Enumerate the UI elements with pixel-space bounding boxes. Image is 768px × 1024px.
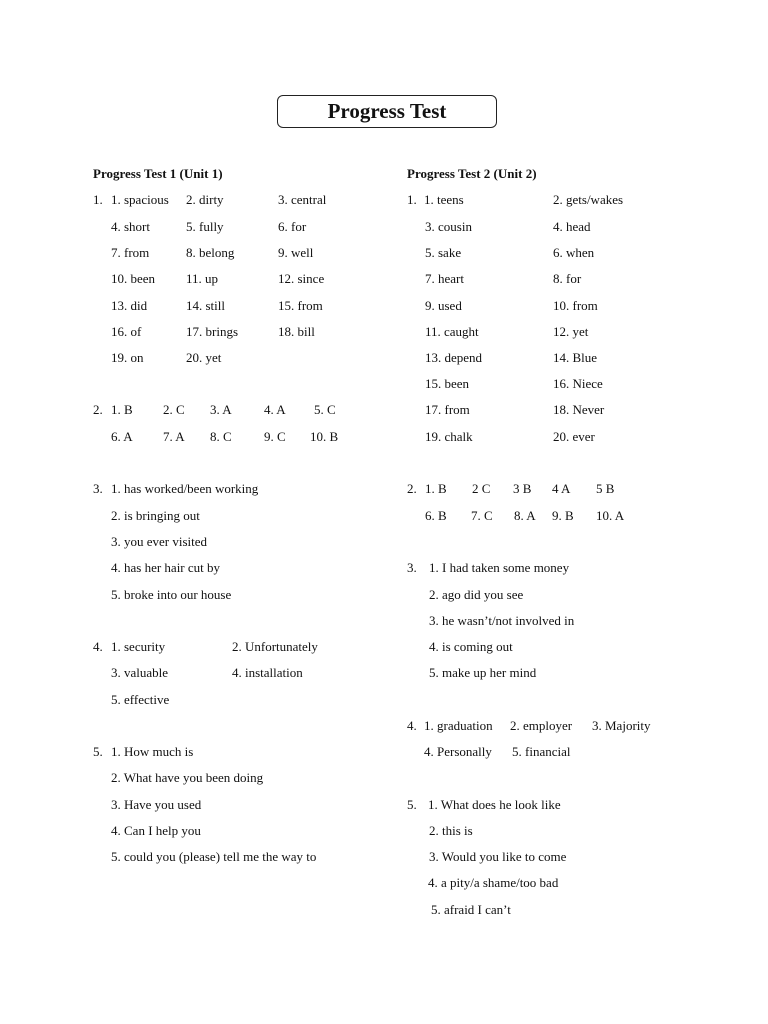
answer-item: 4. short bbox=[111, 219, 150, 234]
answer-item: 2. employer bbox=[510, 718, 573, 733]
test1-s4-number: 4. bbox=[93, 639, 103, 654]
test1-s3-number: 3. bbox=[93, 481, 103, 496]
answer-item: 15. been bbox=[425, 376, 470, 391]
answer-item: 7. from bbox=[111, 245, 150, 260]
test1-heading: Progress Test 1 (Unit 1) bbox=[93, 166, 223, 181]
answer-item: 2. What have you been doing bbox=[111, 770, 264, 785]
answer-item: 3. Have you used bbox=[111, 797, 202, 812]
answer-item: 7. A bbox=[163, 429, 185, 444]
answer-item: 1. How much is bbox=[111, 744, 194, 759]
answer-item: 8. A bbox=[514, 508, 536, 523]
answer-item: 12. yet bbox=[553, 324, 589, 339]
answer-item: 4. Personally bbox=[424, 744, 492, 759]
answer-item: 5. could you (please) tell me the way to bbox=[111, 849, 317, 864]
answer-item: 16. Niece bbox=[553, 376, 603, 391]
test2-s4-number: 4. bbox=[407, 718, 417, 733]
answer-item: 6. when bbox=[553, 245, 595, 260]
answer-item: 19. on bbox=[111, 350, 144, 365]
answer-item: 14. still bbox=[186, 298, 226, 313]
answer-item: 1. has worked/been working bbox=[111, 481, 259, 496]
answer-item: 13. did bbox=[111, 298, 148, 313]
answer-item: 4. is coming out bbox=[429, 639, 513, 654]
answer-item: 5. C bbox=[314, 402, 336, 417]
answer-item: 3. A bbox=[210, 402, 232, 417]
answer-item: 12. since bbox=[278, 271, 325, 286]
answer-item: 18. Never bbox=[553, 402, 605, 417]
answer-item: 6. B bbox=[425, 508, 447, 523]
page-title: Progress Test bbox=[327, 99, 447, 123]
test1-s5-number: 5. bbox=[93, 744, 103, 759]
answer-item: 2. gets/wakes bbox=[553, 192, 624, 207]
answer-item: 15. from bbox=[278, 298, 323, 313]
answer-item: 1. What does he look like bbox=[428, 797, 561, 812]
test2-s1-number: 1. bbox=[407, 192, 417, 207]
answer-item: 5. financial bbox=[512, 744, 571, 759]
answer-item: 10. B bbox=[310, 429, 339, 444]
title-box bbox=[277, 95, 497, 128]
answer-item: 1. spacious bbox=[111, 192, 169, 207]
answer-item: 2. dirty bbox=[186, 192, 224, 207]
answer-item: 4. a pity/a shame/too bad bbox=[428, 875, 559, 890]
answer-item: 3. Majority bbox=[592, 718, 651, 733]
answer-item: 18. bill bbox=[278, 324, 315, 339]
answer-item: 1. graduation bbox=[424, 718, 493, 733]
answer-item: 4. head bbox=[553, 219, 591, 234]
answer-item: 17. from bbox=[425, 402, 470, 417]
answer-item: 3 B bbox=[513, 481, 532, 496]
answer-item: 2. this is bbox=[429, 823, 473, 838]
answer-item: 5 B bbox=[596, 481, 615, 496]
test1-s2-number: 2. bbox=[93, 402, 103, 417]
answer-item: 8. for bbox=[553, 271, 582, 286]
answer-item: 1. teens bbox=[424, 192, 464, 207]
answer-item: 5. fully bbox=[186, 219, 224, 234]
answer-item: 2. C bbox=[163, 402, 185, 417]
answer-item: 2. Unfortunately bbox=[232, 639, 318, 654]
answer-item: 8. belong bbox=[186, 245, 235, 260]
answer-item: 19. chalk bbox=[425, 429, 473, 444]
answer-item: 14. Blue bbox=[553, 350, 598, 365]
answer-item: 11. up bbox=[186, 271, 219, 286]
answer-item: 5. sake bbox=[425, 245, 462, 260]
answer-item: 1. security bbox=[111, 639, 166, 654]
answer-item: 10. A bbox=[596, 508, 625, 523]
answer-item: 11. caught bbox=[425, 324, 479, 339]
answer-item: 2. is bringing out bbox=[111, 508, 200, 523]
answer-item: 4 A bbox=[552, 481, 571, 496]
answer-item: 3. he wasn’t/not involved in bbox=[429, 613, 575, 628]
test2-s3-number: 3. bbox=[407, 560, 417, 575]
answer-item: 6. A bbox=[111, 429, 133, 444]
answer-item: 9. well bbox=[278, 245, 314, 260]
answer-item: 3. valuable bbox=[111, 665, 169, 680]
answer-item: 13. depend bbox=[425, 350, 483, 365]
answer-item: 1. I had taken some money bbox=[429, 560, 570, 575]
answer-item: 2 C bbox=[472, 481, 491, 496]
test2-s2-number: 2. bbox=[407, 481, 417, 496]
answer-item: 10. from bbox=[553, 298, 598, 313]
answer-item: 20. ever bbox=[553, 429, 595, 444]
answer-item: 7. heart bbox=[425, 271, 464, 286]
answer-item: 4. Can I help you bbox=[111, 823, 201, 838]
answer-item: 17. brings bbox=[186, 324, 238, 339]
answer-item: 4. has her hair cut by bbox=[111, 560, 221, 575]
answer-item: 5. make up her mind bbox=[429, 665, 537, 680]
answer-item: 5. afraid I can’t bbox=[431, 902, 511, 917]
answer-item: 1. B bbox=[425, 481, 447, 496]
test2-heading: Progress Test 2 (Unit 2) bbox=[407, 166, 537, 181]
answer-item: 3. cousin bbox=[425, 219, 472, 234]
answer-item: 9. B bbox=[552, 508, 574, 523]
answer-item: 20. yet bbox=[186, 350, 222, 365]
answer-item: 10. been bbox=[111, 271, 156, 286]
answer-item: 8. C bbox=[210, 429, 232, 444]
answer-item: 7. C bbox=[471, 508, 493, 523]
answer-item: 5. effective bbox=[111, 692, 170, 707]
answer-item: 5. broke into our house bbox=[111, 587, 232, 602]
answer-item: 9. C bbox=[264, 429, 286, 444]
answer-item: 9. used bbox=[425, 298, 462, 313]
answer-item: 2. ago did you see bbox=[429, 587, 524, 602]
answer-item: 4. A bbox=[264, 402, 286, 417]
answer-item: 3. Would you like to come bbox=[429, 849, 567, 864]
answer-item: 6. for bbox=[278, 219, 307, 234]
answer-item: 4. installation bbox=[232, 665, 303, 680]
test2-s5-number: 5. bbox=[407, 797, 417, 812]
answer-item: 16. of bbox=[111, 324, 142, 339]
answer-item: 3. you ever visited bbox=[111, 534, 208, 549]
test1-s1-number: 1. bbox=[93, 192, 103, 207]
answer-item: 3. central bbox=[278, 192, 327, 207]
answer-item: 1. B bbox=[111, 402, 133, 417]
